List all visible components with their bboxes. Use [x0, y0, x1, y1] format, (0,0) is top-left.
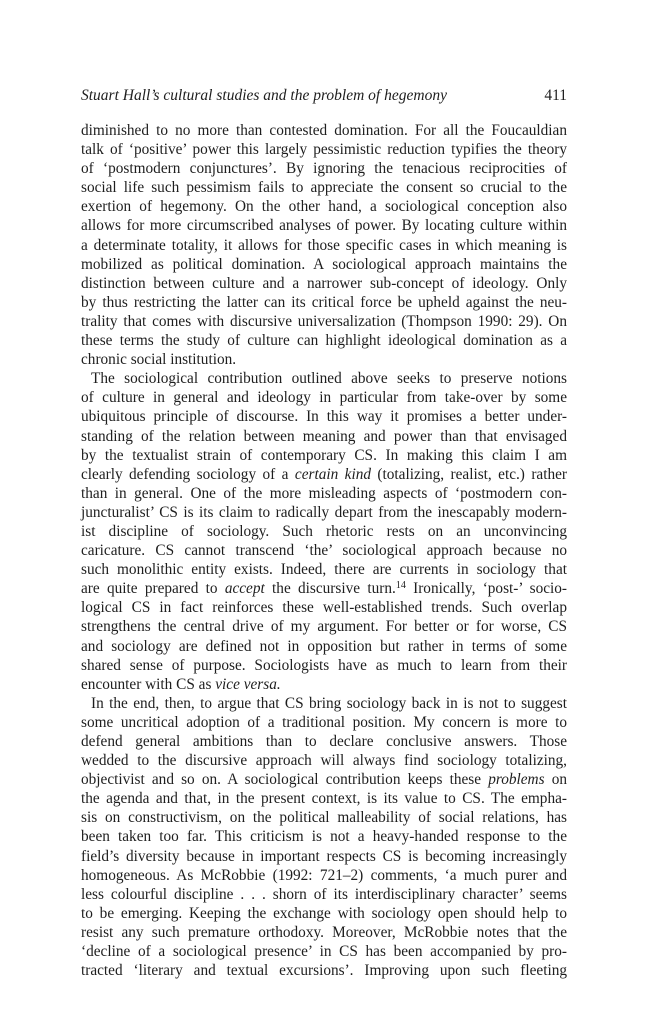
text-span: on — [551, 771, 568, 789]
text-line: exertion of hegemony. On the other hand, a sociological conception also — [81, 198, 567, 216]
text-line: social life such pessimism fails to appreciate the consent so crucial to the — [81, 179, 567, 197]
text-line: and sociology are defined not in opposition but rather in terms of some — [81, 637, 567, 655]
text-line: In the end, then, to argue that CS bring sociology back in is not to suggest — [91, 694, 567, 712]
text-line: strengthens the central drive of my argument. For better or for worse, CS — [81, 618, 567, 636]
text-line: shared sense of purpose. Sociologists have as much to learn from their — [81, 656, 567, 674]
text-line: talk of ‘positive’ power this largely pessimistic reduction typifies the theory — [81, 141, 567, 159]
emphasis-text: certain kind — [294, 465, 371, 483]
emphasis-text: accept — [224, 580, 265, 598]
text-line: trality that comes with discursive universalization (Thompson 1990: 29). On — [81, 312, 567, 330]
text-line: ubiquitous principle of discourse. In this way it promises a better under- — [81, 408, 567, 426]
text-line — [81, 770, 567, 789]
text-line: defend general ambitions than to declare conclusive answers. Those — [81, 733, 567, 750]
text-line: to be emerging. Keeping the exchange with sociology open should help to — [81, 904, 567, 922]
text-line: diminished to no more than contested domination. For all the Foucauldian — [81, 122, 567, 139]
text-line: of culture in general and ideology in particular from take-over by some — [81, 389, 567, 407]
running-head — [81, 84, 567, 108]
text-line: than in general. One of the more misleading aspects of ‘postmodern con- — [81, 484, 567, 502]
text-line: resist any such premature orthodoxy. Moreover, McRobbie notes that the — [81, 923, 567, 941]
text-line: distinction between culture and a narrower sub-concept of ideology. Only — [81, 274, 567, 292]
text-line: wedded to the discursive approach will always find sociology totalizing, — [81, 752, 567, 770]
text-line: such monolithic entity exists. Indeed, there are currents in sociology that — [81, 561, 567, 579]
running-head-title: Stuart Hall’s cultural studies and the problem of hegemony — [81, 87, 447, 104]
text-line: homogeneous. As McRobbie (1992: 721–2) comments, ‘a much purer and — [81, 866, 567, 884]
emphasis-text: problems — [488, 771, 545, 789]
text-line: sis on constructivism, on the political malleability of social relations, has — [81, 809, 567, 827]
text-line: field’s diversity because in important respects CS is becoming increasingly — [81, 847, 567, 865]
text-line: tracted ‘literary and textual excursions’. Improving upon such fleeting — [81, 962, 567, 980]
text-line: ‘decline of a sociological presence’ in CS has been accompanied by pro- — [81, 943, 567, 961]
text-line: The sociological contribution outlined above seeks to preserve notions — [91, 370, 567, 388]
text-line: been taken too far. This criticism is not a heavy-handed response to the — [81, 828, 567, 846]
text-span: objectivist and so on. A sociological contribution keeps these — [81, 771, 482, 789]
text-line: by the textualist strain of contemporary CS. In making this claim I am — [81, 446, 567, 464]
text-span: are quite prepared to — [81, 580, 218, 598]
text-line: caricature. CS cannot transcend ‘the’ sociological approach because no — [81, 542, 567, 560]
text-line: of ‘postmodern conjunctures’. By ignoring the tenacious reciprocities of — [81, 160, 567, 178]
emphasis-text: vice versa. — [215, 675, 281, 693]
text-line: a determinate totality, it allows for those specific cases in which meaning is — [81, 236, 567, 254]
text-line: ist discipline of sociology. Such rhetoric rests on an unconvincing — [81, 522, 567, 540]
text-line: mobilized as political domination. A sociological approach maintains the — [81, 255, 567, 273]
text-line: some uncritical adoption of a traditional position. My concern is more to — [81, 713, 567, 731]
body-text — [81, 121, 567, 980]
page-number: 411 — [544, 87, 567, 104]
text-line: chronic social institution. — [81, 351, 237, 369]
text-line — [81, 579, 567, 598]
text-line: by thus restricting the latter can its critical force be upheld against the neu- — [81, 293, 567, 311]
text-line: the agenda and that, in the present context, is its value to CS. The empha- — [81, 790, 567, 808]
text-span: encounter with CS as — [81, 675, 212, 693]
text-line: less colourful discipline . . . shorn of its interdisciplinary character’ seems — [81, 885, 567, 903]
text-line: these terms the study of culture can highlight ideological domination as a — [81, 332, 567, 350]
text-line: juncturalist’ CS is its claim to radically depart from the inescapably modern- — [81, 503, 567, 521]
text-line: logical CS in fact reinforces these well-established trends. Such overlap — [81, 599, 567, 617]
footnote-marker: 14 — [395, 580, 406, 592]
text-span: clearly defending sociology of a — [81, 465, 289, 483]
text-line: allows for more circumscribed analyses of power. By locating culture within — [81, 217, 567, 235]
text-span: the discursive turn. — [272, 580, 396, 598]
text-line — [81, 675, 567, 694]
text-line: standing of the relation between meaning and power than that envisaged — [81, 427, 567, 445]
text-line — [81, 465, 567, 484]
text-span: (totalizing, realist, etc.) rather — [377, 465, 567, 483]
text-span: Ironically, ‘post-’ socio- — [413, 580, 568, 598]
